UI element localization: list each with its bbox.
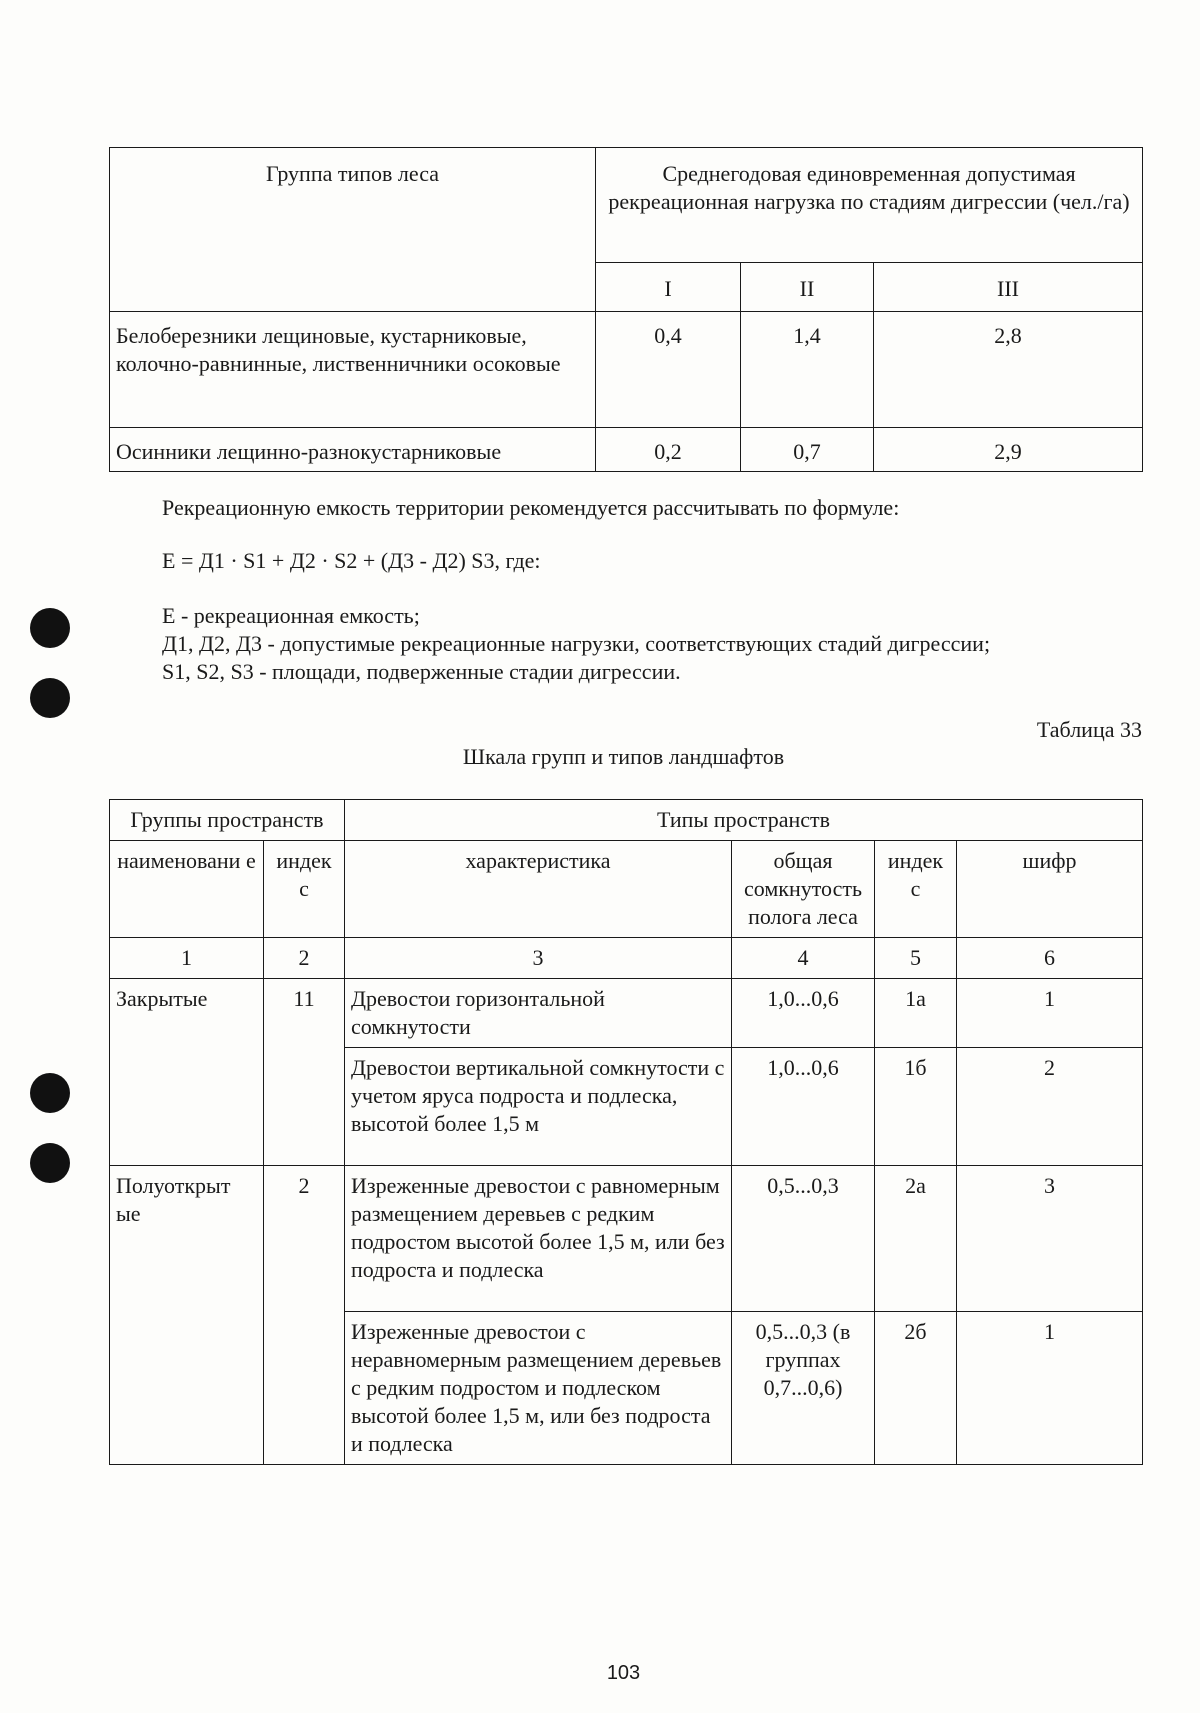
table-row (110, 1048, 1143, 1166)
type-code: 3 (957, 1166, 1143, 1312)
group-name-continued (110, 1048, 264, 1166)
punch-hole (30, 678, 70, 718)
load-value: 0,2 (596, 428, 741, 472)
group-name-continued (110, 1312, 264, 1465)
stage-header: I (596, 263, 741, 312)
header-forest-group: Группа типов леса (110, 148, 596, 312)
type-index: 2а (875, 1166, 957, 1312)
type-characteristic: Изреженные древостои с неравномерным размещением деревьев с редким подростом и подлеском высотой более 1,5 м, или без подроста и подлеска (345, 1312, 732, 1465)
landscape-scale-table (109, 799, 1142, 1465)
table-title: Шкала групп и типов ландшафтов (462, 744, 785, 769)
definition-line: S1, S2, S3 - площади, подверженные стадии дигрессии. (162, 659, 681, 684)
column-number: 6 (957, 938, 1143, 979)
load-value: 0,4 (596, 312, 741, 428)
group-index-continued (264, 1312, 345, 1465)
formula-definitions (162, 602, 990, 686)
header-space-types: Типы пространств (345, 800, 1143, 841)
type-characteristic: Изреженные древостои с равномерным размещением деревьев с редким подростом высотой более 1,5 м, или без подроста и подлеска (345, 1166, 732, 1312)
load-value: 2,9 (874, 428, 1143, 472)
subheader: индек с (875, 841, 957, 938)
punch-hole (30, 1143, 70, 1183)
subheader: индек с (264, 841, 345, 938)
forest-group-cell: Осинники лещинно-разнокустарниковые (110, 428, 596, 472)
type-characteristic: Древостои вертикальной сомкнутости с учетом яруса подроста и подлеска, высотой более 1,5 м (345, 1048, 732, 1166)
column-number: 1 (110, 938, 264, 979)
type-closure: 0,5...0,3 (в группах 0,7...0,6) (732, 1312, 875, 1465)
formula: Е = Д1 · S1 + Д2 · S2 + (Д3 - Д2) S3, где: (162, 548, 541, 573)
header-space-groups: Группы пространств (110, 800, 345, 841)
subheader: характеристика (345, 841, 732, 938)
load-value: 2,8 (874, 312, 1143, 428)
type-closure: 0,5...0,3 (732, 1166, 875, 1312)
punch-hole (30, 1073, 70, 1113)
table-row (110, 1166, 1143, 1312)
definition-line: Д1, Д2, Д3 - допустимые рекреационные нагрузки, соответствующих стадий дигрессии; (162, 631, 991, 656)
type-code: 1 (957, 979, 1143, 1048)
table-row (110, 1312, 1143, 1465)
punch-hole (30, 608, 70, 648)
type-index: 2б (875, 1312, 957, 1465)
definition-line: Е - рекреационная емкость; (162, 603, 420, 628)
group-index: 11 (264, 979, 345, 1048)
column-number: 3 (345, 938, 732, 979)
formula-intro: Рекреационную емкость территории рекомендуется рассчитывать по формуле: (162, 495, 900, 520)
load-value: 0,7 (741, 428, 874, 472)
load-value: 1,4 (741, 312, 874, 428)
table-row (110, 428, 1143, 472)
subheader: шифр (957, 841, 1143, 938)
group-index-continued (264, 1048, 345, 1166)
subheader: общая сомкнутость полога леса (732, 841, 875, 938)
group-name: Полуоткрыт ые (110, 1166, 264, 1312)
column-number: 4 (732, 938, 875, 979)
type-index: 1а (875, 979, 957, 1048)
table-caption: Таблица 33 (1036, 717, 1142, 742)
stage-header: II (741, 263, 874, 312)
group-index: 2 (264, 1166, 345, 1312)
type-index: 1б (875, 1048, 957, 1166)
type-code: 2 (957, 1048, 1143, 1166)
column-number: 5 (875, 938, 957, 979)
forest-group-cell: Белоберезники лещиновые, кустарниковые, колочно-равнинные, лиственничники осоковые (110, 312, 596, 428)
column-number: 2 (264, 938, 345, 979)
type-characteristic: Древостои горизонтальной сомкнутости (345, 979, 732, 1048)
type-closure: 1,0...0,6 (732, 1048, 875, 1166)
recreational-load-table (109, 147, 1142, 472)
header-load: Среднегодовая единовременная допустимая рекреационная нагрузка по стадиям дигрессии (чел./га) (596, 148, 1143, 263)
stage-header: III (874, 263, 1143, 312)
subheader: наименовани е (110, 841, 264, 938)
page-number: 103 (606, 1662, 641, 1684)
table-row (110, 979, 1143, 1048)
group-name: Закрытые (110, 979, 264, 1048)
table-row (110, 312, 1143, 428)
type-closure: 1,0...0,6 (732, 979, 875, 1048)
type-code: 1 (957, 1312, 1143, 1465)
